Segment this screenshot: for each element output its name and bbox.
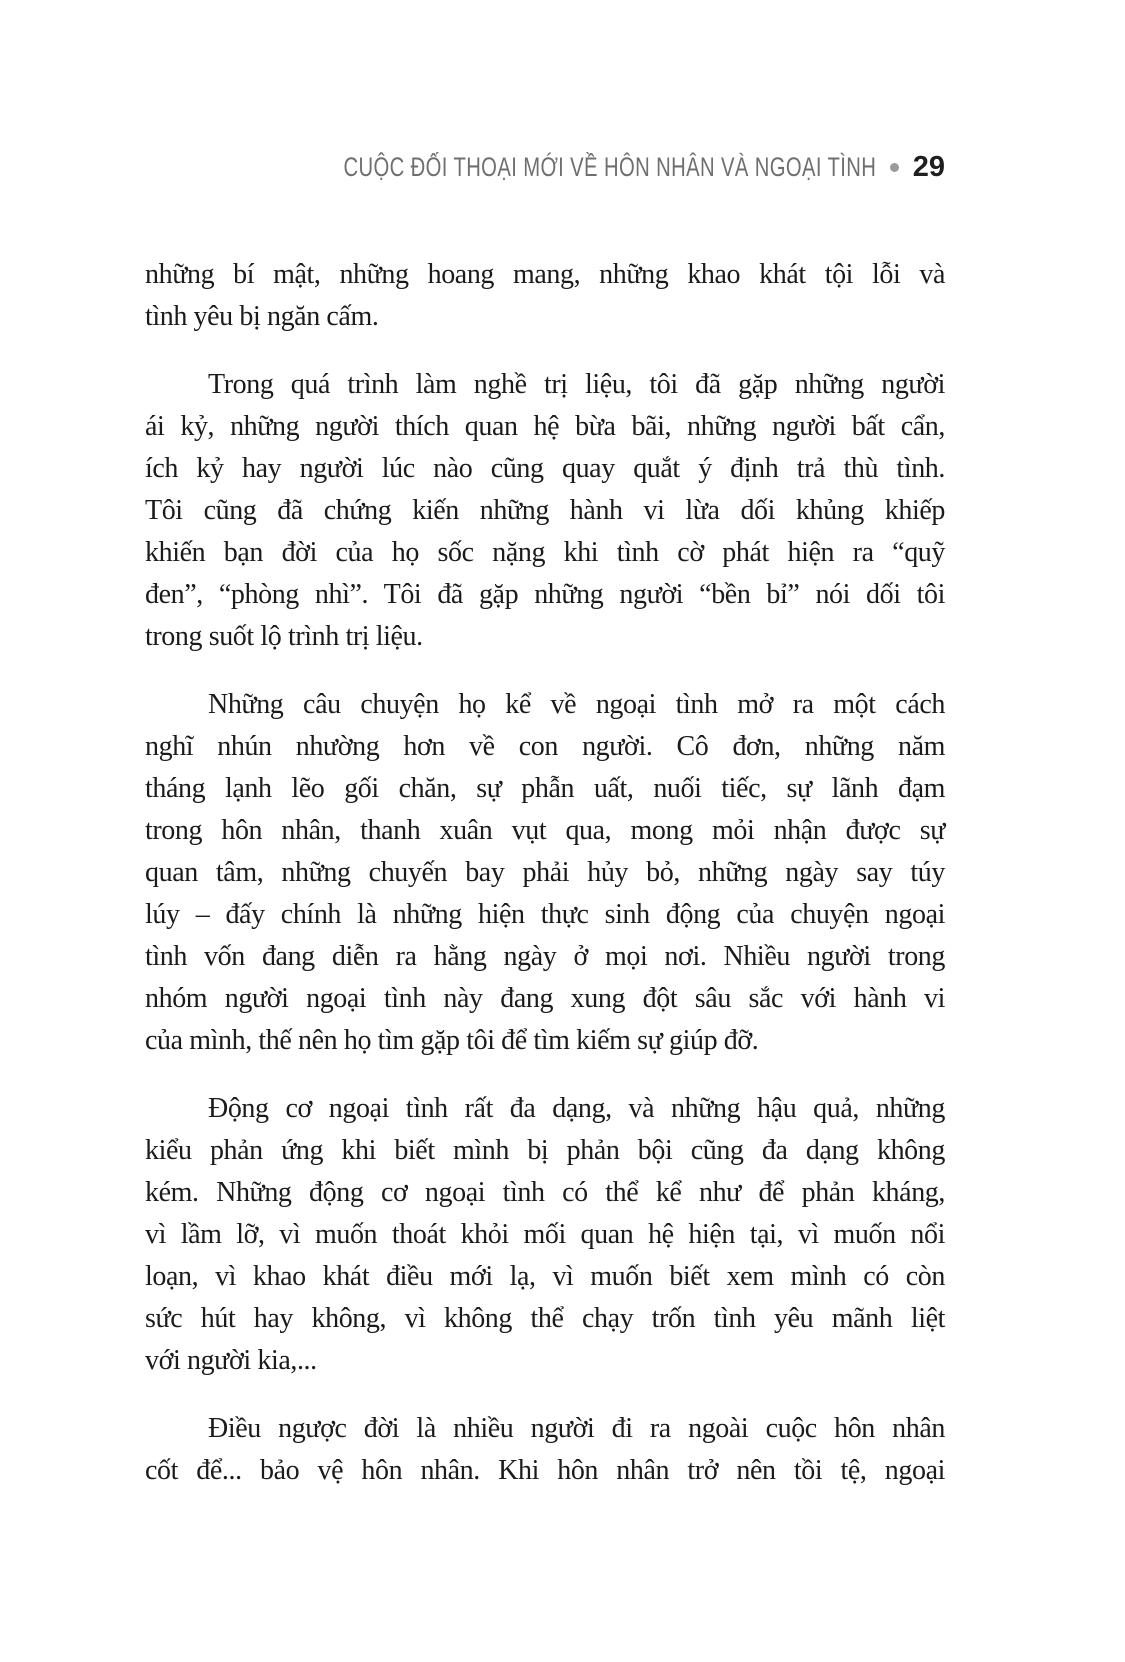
- text-line: tình yêu bị ngăn cấm.: [145, 301, 379, 332]
- body-paragraph: [145, 684, 945, 1062]
- text-line: trong suốt lộ trình trị liệu.: [145, 621, 423, 652]
- text-line: tình vốn đang diễn ra hằng ngày ở mọi nơi. Nhiều người trong: [145, 941, 945, 972]
- text-line: Điều ngược đời là nhiều người đi ra ngoài cuộc hôn nhân: [208, 1413, 945, 1444]
- running-header-title: CUỘC ĐỐI THOẠI MỚI VỀ HÔN NHÂN VÀ NGOẠI TÌNH: [343, 151, 876, 182]
- text-line: ích kỷ hay người lúc nào cũng quay quắt ý định trả thù tình.: [145, 453, 945, 484]
- text-line: sức hút hay không, vì không thể chạy trốn tình yêu mãnh liệt: [145, 1303, 945, 1334]
- text-line: Những câu chuyện họ kể về ngoại tình mở ra một cách: [208, 689, 945, 720]
- text-line: vì lầm lỡ, vì muốn thoát khỏi mối quan hệ hiện tại, vì muốn nổi: [145, 1219, 945, 1250]
- text-line: của mình, thế nên họ tìm gặp tôi để tìm kiếm sự giúp đỡ.: [145, 1025, 759, 1056]
- text-line: với người kia,...: [145, 1345, 317, 1376]
- body-paragraph: [145, 1408, 945, 1492]
- body-paragraph: [145, 254, 945, 338]
- body-paragraph: [145, 1088, 945, 1382]
- text-line: trong hôn nhân, thanh xuân vụt qua, mong mỏi nhận được sự: [145, 815, 945, 846]
- text-line: cốt để... bảo vệ hôn nhân. Khi hôn nhân trở nên tồi tệ, ngoại: [145, 1455, 945, 1486]
- separator-dot-icon: [890, 163, 899, 172]
- text-line: lúy – đấy chính là những hiện thực sinh động của chuyện ngoại: [145, 899, 945, 930]
- text-line: tháng lạnh lẽo gối chăn, sự phẫn uất, nuối tiếc, sự lãnh đạm: [145, 773, 945, 804]
- text-line: những bí mật, những hoang mang, những khao khát tội lỗi và: [145, 259, 945, 290]
- text-line: quan tâm, những chuyến bay phải hủy bỏ, những ngày say túy: [145, 857, 945, 888]
- body-paragraph: [145, 364, 945, 658]
- text-line: nghĩ nhún nhường hơn về con người. Cô đơn, những năm: [145, 731, 945, 762]
- text-line: đen”, “phòng nhì”. Tôi đã gặp những người “bền bỉ” nói dối tôi: [145, 579, 945, 610]
- page-body: [145, 254, 945, 1492]
- text-line: kiểu phản ứng khi biết mình bị phản bội cũng đa dạng không: [145, 1135, 945, 1166]
- text-line: Trong quá trình làm nghề trị liệu, tôi đã gặp những người: [208, 369, 945, 400]
- text-line: loạn, vì khao khát điều mới lạ, vì muốn biết xem mình có còn: [145, 1261, 945, 1292]
- text-line: Tôi cũng đã chứng kiến những hành vi lừa dối khủng khiếp: [145, 495, 945, 526]
- text-line: Động cơ ngoại tình rất đa dạng, và những hậu quả, những: [208, 1093, 945, 1124]
- text-line: ái kỷ, những người thích quan hệ bừa bãi, những người bất cẩn,: [145, 411, 945, 442]
- text-line: nhóm người ngoại tình này đang xung đột sâu sắc với hành vi: [145, 983, 945, 1014]
- text-line: khiến bạn đời của họ sốc nặng khi tình cờ phát hiện ra “quỹ: [145, 537, 945, 568]
- page-number: 29: [912, 150, 945, 183]
- text-line: kém. Những động cơ ngoại tình có thể kể như để phản kháng,: [145, 1177, 945, 1208]
- running-header: [145, 148, 945, 186]
